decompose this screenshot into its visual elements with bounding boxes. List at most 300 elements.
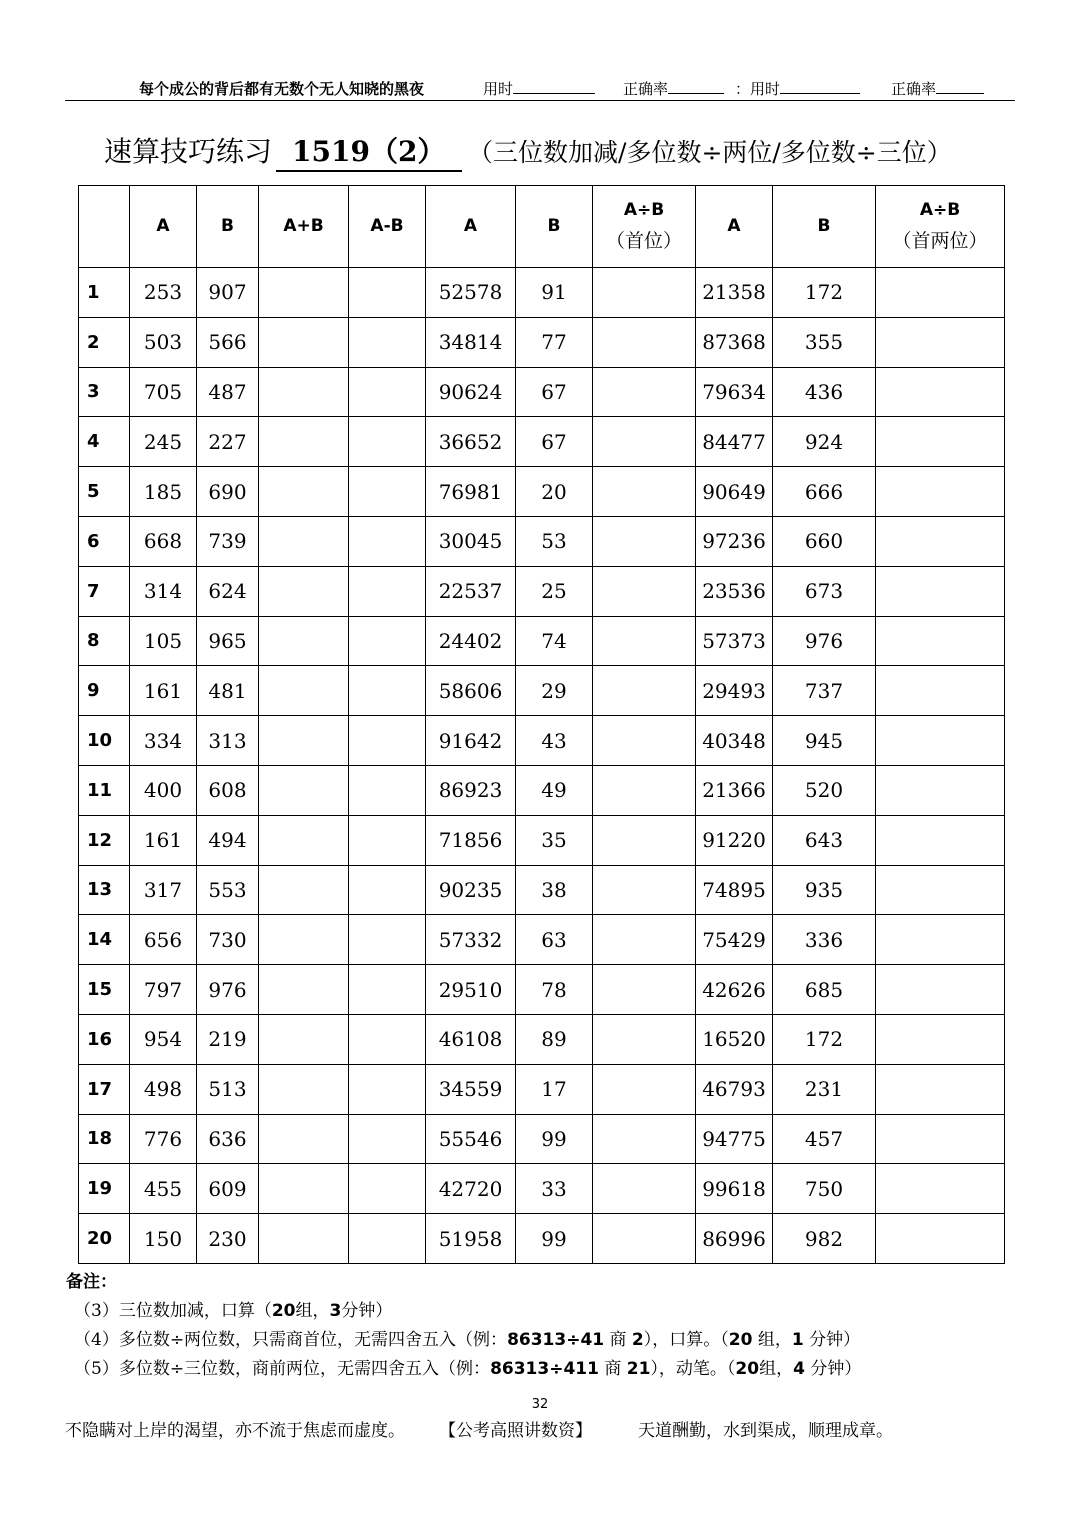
cell-b3: 685 bbox=[773, 965, 876, 1015]
header-cell-quotient-first bbox=[593, 186, 696, 268]
cell-b3: 673 bbox=[773, 566, 876, 616]
note-text: 分钟） bbox=[809, 1330, 861, 1350]
cell-sum-answer[interactable] bbox=[259, 268, 349, 318]
cell-quotient-answer[interactable] bbox=[593, 317, 696, 367]
cell-row-index: 19 bbox=[79, 1164, 130, 1214]
cell-row-index: 8 bbox=[79, 616, 130, 666]
note-text: 分钟） bbox=[810, 1359, 862, 1379]
cell-quotient-answer-2[interactable] bbox=[876, 1014, 1005, 1064]
cell-a3: 79634 bbox=[696, 367, 773, 417]
cell-a1: 656 bbox=[130, 915, 197, 965]
cell-quotient-answer[interactable] bbox=[593, 815, 696, 865]
cell-quotient-answer-2[interactable] bbox=[876, 516, 1005, 566]
table-row bbox=[79, 268, 1005, 318]
table-row bbox=[79, 765, 1005, 815]
cell-b2: 49 bbox=[516, 765, 593, 815]
cell-quotient-answer[interactable] bbox=[593, 268, 696, 318]
cell-row-index: 11 bbox=[79, 765, 130, 815]
cell-quotient-answer[interactable] bbox=[593, 367, 696, 417]
cell-row-index: 15 bbox=[79, 965, 130, 1015]
cell-quotient-answer[interactable] bbox=[593, 516, 696, 566]
cell-b3: 924 bbox=[773, 417, 876, 467]
cell-b2: 43 bbox=[516, 716, 593, 766]
cell-a2: 46108 bbox=[426, 1014, 516, 1064]
notes-title: 备注： bbox=[66, 1272, 117, 1292]
cell-diff-answer[interactable] bbox=[349, 467, 426, 517]
table-row bbox=[79, 417, 1005, 467]
cell-diff-answer[interactable] bbox=[349, 566, 426, 616]
cell-b1: 690 bbox=[197, 467, 259, 517]
cell-sum-answer[interactable] bbox=[259, 367, 349, 417]
cell-a2: 29510 bbox=[426, 965, 516, 1015]
cell-b1: 907 bbox=[197, 268, 259, 318]
accuracy-field-1 bbox=[623, 78, 724, 99]
cell-quotient-answer-2[interactable] bbox=[876, 1114, 1005, 1164]
cell-a3: 21358 bbox=[696, 268, 773, 318]
cell-quotient-answer[interactable] bbox=[593, 467, 696, 517]
cell-quotient-answer[interactable] bbox=[593, 965, 696, 1015]
table-body bbox=[79, 268, 1005, 1264]
cell-b2: 78 bbox=[516, 965, 593, 1015]
cell-a2: 42720 bbox=[426, 1164, 516, 1214]
accuracy-blank-2[interactable] bbox=[936, 81, 984, 94]
cell-a1: 705 bbox=[130, 367, 197, 417]
cell-diff-answer[interactable] bbox=[349, 417, 426, 467]
cell-b2: 33 bbox=[516, 1164, 593, 1214]
cell-quotient-answer-2[interactable] bbox=[876, 467, 1005, 517]
table-row bbox=[79, 815, 1005, 865]
cell-sum-answer[interactable] bbox=[259, 467, 349, 517]
cell-diff-answer[interactable] bbox=[349, 965, 426, 1015]
cell-a1: 776 bbox=[130, 1114, 197, 1164]
accuracy-blank-1[interactable] bbox=[668, 81, 724, 94]
note-text: 分钟） bbox=[341, 1301, 393, 1321]
cell-diff-answer[interactable] bbox=[349, 1064, 426, 1114]
cell-a2: 58606 bbox=[426, 666, 516, 716]
cell-b2: 25 bbox=[516, 566, 593, 616]
cell-b1: 566 bbox=[197, 317, 259, 367]
cell-sum-answer[interactable] bbox=[259, 865, 349, 915]
cell-quotient-answer-2[interactable] bbox=[876, 268, 1005, 318]
cell-b2: 38 bbox=[516, 865, 593, 915]
cell-a1: 185 bbox=[130, 467, 197, 517]
accuracy-label-2: 正确率 bbox=[891, 80, 937, 98]
cell-quotient-answer[interactable] bbox=[593, 1214, 696, 1264]
page-header bbox=[65, 72, 1015, 101]
cell-b3: 172 bbox=[773, 1014, 876, 1064]
note-line-3 bbox=[66, 1297, 861, 1326]
cell-b1: 313 bbox=[197, 716, 259, 766]
table-row bbox=[79, 915, 1005, 965]
note-bold: 20 bbox=[728, 1330, 753, 1350]
cell-a2: 90624 bbox=[426, 367, 516, 417]
cell-b2: 17 bbox=[516, 1064, 593, 1114]
cell-a1: 105 bbox=[130, 616, 197, 666]
table-row bbox=[79, 516, 1005, 566]
cell-quotient-answer-2[interactable] bbox=[876, 1164, 1005, 1214]
cell-a3: 84477 bbox=[696, 417, 773, 467]
cell-b2: 99 bbox=[516, 1114, 593, 1164]
cell-diff-answer[interactable] bbox=[349, 765, 426, 815]
cell-b1: 636 bbox=[197, 1114, 259, 1164]
cell-b1: 624 bbox=[197, 566, 259, 616]
cell-quotient-answer-2[interactable] bbox=[876, 1214, 1005, 1264]
cell-a1: 400 bbox=[130, 765, 197, 815]
cell-b1: 608 bbox=[197, 765, 259, 815]
cell-a2: 90235 bbox=[426, 865, 516, 915]
cell-b3: 750 bbox=[773, 1164, 876, 1214]
cell-b3: 436 bbox=[773, 367, 876, 417]
cell-b1: 553 bbox=[197, 865, 259, 915]
cell-a1: 314 bbox=[130, 566, 197, 616]
table-row bbox=[79, 467, 1005, 517]
title-number: 1519（2） bbox=[276, 130, 462, 172]
cell-a1: 150 bbox=[130, 1214, 197, 1264]
cell-a2: 57332 bbox=[426, 915, 516, 965]
cell-row-index: 12 bbox=[79, 815, 130, 865]
cell-a1: 253 bbox=[130, 268, 197, 318]
note-text: （3）三位数加减，口算（ bbox=[74, 1301, 272, 1321]
cell-b2: 67 bbox=[516, 417, 593, 467]
note-text: 组， bbox=[757, 1330, 792, 1350]
cell-sum-answer[interactable] bbox=[259, 716, 349, 766]
cell-a3: 86996 bbox=[696, 1214, 773, 1264]
cell-quotient-answer-2[interactable] bbox=[876, 965, 1005, 1015]
cell-quotient-answer[interactable] bbox=[593, 1064, 696, 1114]
cell-diff-answer[interactable] bbox=[349, 915, 426, 965]
cell-a2: 71856 bbox=[426, 815, 516, 865]
cell-quotient-answer-2[interactable] bbox=[876, 865, 1005, 915]
note-line-4 bbox=[66, 1326, 861, 1355]
time-label-2: 用时 bbox=[750, 80, 781, 98]
cell-b3: 935 bbox=[773, 865, 876, 915]
cell-quotient-answer[interactable] bbox=[593, 1164, 696, 1214]
cell-a3: 46793 bbox=[696, 1064, 773, 1114]
cell-a3: 97236 bbox=[696, 516, 773, 566]
table-row bbox=[79, 965, 1005, 1015]
cell-sum-answer[interactable] bbox=[259, 915, 349, 965]
cell-a2: 91642 bbox=[426, 716, 516, 766]
page-number: 32 bbox=[531, 1397, 549, 1412]
cell-diff-answer[interactable] bbox=[349, 815, 426, 865]
cell-sum-answer[interactable] bbox=[259, 1214, 349, 1264]
note-text: 商 bbox=[604, 1359, 622, 1379]
cell-row-index: 2 bbox=[79, 317, 130, 367]
header-cell-a1: A bbox=[130, 186, 197, 268]
cell-quotient-answer-2[interactable] bbox=[876, 765, 1005, 815]
cell-b2: 99 bbox=[516, 1214, 593, 1264]
cell-a3: 16520 bbox=[696, 1014, 773, 1064]
header-cell-quotient-first-two bbox=[876, 186, 1005, 268]
cell-sum-answer[interactable] bbox=[259, 317, 349, 367]
header-cell-index bbox=[79, 186, 130, 268]
cell-row-index: 4 bbox=[79, 417, 130, 467]
cell-b3: 660 bbox=[773, 516, 876, 566]
note-text: （4）多位数÷两位数，只需商首位，无需四舍五入（例： bbox=[74, 1330, 508, 1350]
cell-sum-answer[interactable] bbox=[259, 1064, 349, 1114]
cell-a2: 86923 bbox=[426, 765, 516, 815]
cell-a3: 74895 bbox=[696, 865, 773, 915]
cell-b2: 89 bbox=[516, 1014, 593, 1064]
note-bold: 20 bbox=[271, 1301, 296, 1321]
cell-a2: 76981 bbox=[426, 467, 516, 517]
cell-a3: 23536 bbox=[696, 566, 773, 616]
cell-b2: 53 bbox=[516, 516, 593, 566]
cell-diff-answer[interactable] bbox=[349, 1164, 426, 1214]
cell-sum-answer[interactable] bbox=[259, 417, 349, 467]
cell-row-index: 17 bbox=[79, 1064, 130, 1114]
table-row bbox=[79, 367, 1005, 417]
cell-a1: 317 bbox=[130, 865, 197, 915]
cell-a3: 29493 bbox=[696, 666, 773, 716]
header-cell-sum: A+B bbox=[259, 186, 349, 268]
cell-sum-answer[interactable] bbox=[259, 1164, 349, 1214]
cell-sum-answer[interactable] bbox=[259, 765, 349, 815]
header-motto: 每个成公的背后都有无数个无人知晓的黑夜 bbox=[139, 80, 425, 98]
cell-row-index: 9 bbox=[79, 666, 130, 716]
cell-b1: 219 bbox=[197, 1014, 259, 1064]
cell-b1: 494 bbox=[197, 815, 259, 865]
cell-row-index: 6 bbox=[79, 516, 130, 566]
cell-b2: 74 bbox=[516, 616, 593, 666]
cell-b3: 520 bbox=[773, 765, 876, 815]
header-cell-diff: A-B bbox=[349, 186, 426, 268]
cell-quotient-answer[interactable] bbox=[593, 915, 696, 965]
cell-row-index: 5 bbox=[79, 467, 130, 517]
cell-diff-answer[interactable] bbox=[349, 367, 426, 417]
note-bold: 20 bbox=[735, 1359, 760, 1379]
cell-diff-answer[interactable] bbox=[349, 716, 426, 766]
page-title bbox=[104, 130, 952, 172]
cell-row-index: 18 bbox=[79, 1114, 130, 1164]
cell-b3: 666 bbox=[773, 467, 876, 517]
note-line-5 bbox=[66, 1355, 861, 1384]
cell-b1: 965 bbox=[197, 616, 259, 666]
cell-quotient-answer[interactable] bbox=[593, 566, 696, 616]
cell-diff-answer[interactable] bbox=[349, 1014, 426, 1064]
note-bold: 3 bbox=[329, 1301, 342, 1321]
cell-quotient-answer[interactable] bbox=[593, 1114, 696, 1164]
header-cell-b1: B bbox=[197, 186, 259, 268]
cell-a2: 22537 bbox=[426, 566, 516, 616]
cell-quotient-answer-2[interactable] bbox=[876, 317, 1005, 367]
header-quotient-note: （首两位） bbox=[892, 229, 988, 252]
footer-right: 天道酬勤，水到渠成，顺理成章。 bbox=[638, 1421, 893, 1441]
cell-a2: 30045 bbox=[426, 516, 516, 566]
cell-b1: 227 bbox=[197, 417, 259, 467]
cell-quotient-answer[interactable] bbox=[593, 716, 696, 766]
note-text: ），口算。（ bbox=[643, 1330, 729, 1350]
table-row bbox=[79, 616, 1005, 666]
header-quotient-label: A÷B bbox=[919, 199, 961, 220]
time-label-1: 用时 bbox=[483, 80, 514, 98]
cell-diff-answer[interactable] bbox=[349, 865, 426, 915]
cell-quotient-answer[interactable] bbox=[593, 1014, 696, 1064]
cell-sum-answer[interactable] bbox=[259, 566, 349, 616]
footer-left: 不隐瞒对上岸的渴望，亦不流于焦虑而虚度。 bbox=[65, 1421, 405, 1441]
time-blank-2[interactable] bbox=[780, 81, 860, 94]
cell-diff-answer[interactable] bbox=[349, 616, 426, 666]
cell-a3: 21366 bbox=[696, 765, 773, 815]
cell-a3: 40348 bbox=[696, 716, 773, 766]
cell-a2: 55546 bbox=[426, 1114, 516, 1164]
accuracy-label-1: 正确率 bbox=[623, 80, 669, 98]
cell-quotient-answer-2[interactable] bbox=[876, 616, 1005, 666]
cell-a3: 99618 bbox=[696, 1164, 773, 1214]
cell-b1: 976 bbox=[197, 965, 259, 1015]
cell-b2: 67 bbox=[516, 367, 593, 417]
cell-sum-answer[interactable] bbox=[259, 965, 349, 1015]
cell-b3: 457 bbox=[773, 1114, 876, 1164]
cell-b1: 739 bbox=[197, 516, 259, 566]
cell-row-index: 14 bbox=[79, 915, 130, 965]
cell-diff-answer[interactable] bbox=[349, 317, 426, 367]
cell-a1: 455 bbox=[130, 1164, 197, 1214]
table-row bbox=[79, 1214, 1005, 1264]
cell-sum-answer[interactable] bbox=[259, 666, 349, 716]
note-bold: 4 bbox=[793, 1359, 805, 1379]
cell-a1: 161 bbox=[130, 666, 197, 716]
table-header-row bbox=[79, 186, 1005, 268]
cell-quotient-answer-2[interactable] bbox=[876, 1064, 1005, 1114]
cell-diff-answer[interactable] bbox=[349, 1214, 426, 1264]
cell-a1: 498 bbox=[130, 1064, 197, 1114]
header-cell-b3: B bbox=[773, 186, 876, 268]
cell-diff-answer[interactable] bbox=[349, 268, 426, 318]
cell-b2: 20 bbox=[516, 467, 593, 517]
cell-b2: 29 bbox=[516, 666, 593, 716]
header-quotient-note: （首位） bbox=[605, 229, 682, 252]
cell-row-index: 20 bbox=[79, 1214, 130, 1264]
note-text: 组， bbox=[295, 1301, 330, 1321]
note-bold: 1 bbox=[791, 1330, 804, 1350]
cell-a1: 334 bbox=[130, 716, 197, 766]
cell-quotient-answer-2[interactable] bbox=[876, 915, 1005, 965]
table-row bbox=[79, 1164, 1005, 1214]
cell-b1: 609 bbox=[197, 1164, 259, 1214]
cell-diff-answer[interactable] bbox=[349, 516, 426, 566]
cell-b2: 91 bbox=[516, 268, 593, 318]
cell-b1: 513 bbox=[197, 1064, 259, 1114]
header-separator: ： bbox=[735, 80, 751, 98]
cell-b3: 737 bbox=[773, 666, 876, 716]
table-row bbox=[79, 1014, 1005, 1064]
cell-a3: 91220 bbox=[696, 815, 773, 865]
cell-b3: 231 bbox=[773, 1064, 876, 1114]
cell-quotient-answer[interactable] bbox=[593, 765, 696, 815]
footer-center: 【公考高照讲数资】 bbox=[439, 1421, 592, 1441]
cell-quotient-answer-2[interactable] bbox=[876, 367, 1005, 417]
cell-quotient-answer[interactable] bbox=[593, 666, 696, 716]
cell-b3: 172 bbox=[773, 268, 876, 318]
cell-a2: 36652 bbox=[426, 417, 516, 467]
cell-b3: 982 bbox=[773, 1214, 876, 1264]
cell-b2: 63 bbox=[516, 915, 593, 965]
cell-b2: 35 bbox=[516, 815, 593, 865]
cell-b3: 976 bbox=[773, 616, 876, 666]
cell-b3: 945 bbox=[773, 716, 876, 766]
time-field-2 bbox=[735, 78, 860, 99]
header-cell-a3: A bbox=[696, 186, 773, 268]
cell-quotient-answer[interactable] bbox=[593, 865, 696, 915]
cell-b3: 643 bbox=[773, 815, 876, 865]
cell-diff-answer[interactable] bbox=[349, 666, 426, 716]
table-row bbox=[79, 865, 1005, 915]
cell-a2: 24402 bbox=[426, 616, 516, 666]
cell-b1: 730 bbox=[197, 915, 259, 965]
title-main: 速算技巧练习 bbox=[104, 135, 273, 168]
cell-b1: 487 bbox=[197, 367, 259, 417]
cell-quotient-answer-2[interactable] bbox=[876, 566, 1005, 616]
table-row bbox=[79, 317, 1005, 367]
cell-a2: 52578 bbox=[426, 268, 516, 318]
cell-b3: 336 bbox=[773, 915, 876, 965]
table-row bbox=[79, 716, 1005, 766]
cell-a1: 797 bbox=[130, 965, 197, 1015]
cell-quotient-answer-2[interactable] bbox=[876, 417, 1005, 467]
cell-a2: 34814 bbox=[426, 317, 516, 367]
cell-diff-answer[interactable] bbox=[349, 1114, 426, 1164]
cell-a2: 34559 bbox=[426, 1064, 516, 1114]
table-row bbox=[79, 1114, 1005, 1164]
note-text: 组， bbox=[759, 1359, 794, 1379]
cell-a1: 954 bbox=[130, 1014, 197, 1064]
cell-sum-answer[interactable] bbox=[259, 616, 349, 666]
practice-table bbox=[78, 185, 1005, 1264]
time-blank-1[interactable] bbox=[513, 81, 595, 94]
cell-quotient-answer-2[interactable] bbox=[876, 666, 1005, 716]
header-quotient-label: A÷B bbox=[623, 199, 665, 220]
cell-quotient-answer[interactable] bbox=[593, 616, 696, 666]
cell-sum-answer[interactable] bbox=[259, 815, 349, 865]
cell-sum-answer[interactable] bbox=[259, 1014, 349, 1064]
cell-row-index: 16 bbox=[79, 1014, 130, 1064]
cell-sum-answer[interactable] bbox=[259, 1114, 349, 1164]
cell-row-index: 13 bbox=[79, 865, 130, 915]
note-bold: 21 bbox=[626, 1359, 651, 1379]
table-row bbox=[79, 566, 1005, 616]
cell-a1: 161 bbox=[130, 815, 197, 865]
cell-a3: 42626 bbox=[696, 965, 773, 1015]
cell-row-index: 3 bbox=[79, 367, 130, 417]
cell-a3: 90649 bbox=[696, 467, 773, 517]
notes-section bbox=[66, 1268, 861, 1384]
cell-row-index: 7 bbox=[79, 566, 130, 616]
cell-row-index: 1 bbox=[79, 268, 130, 318]
header-cell-b2: B bbox=[516, 186, 593, 268]
note-text: ），动笔。（ bbox=[650, 1359, 736, 1379]
time-field-1 bbox=[483, 78, 595, 99]
header-cell-a2: A bbox=[426, 186, 516, 268]
cell-b2: 77 bbox=[516, 317, 593, 367]
cell-a1: 668 bbox=[130, 516, 197, 566]
table-row bbox=[79, 1064, 1005, 1114]
cell-b1: 230 bbox=[197, 1214, 259, 1264]
cell-a1: 503 bbox=[130, 317, 197, 367]
cell-quotient-answer-2[interactable] bbox=[876, 815, 1005, 865]
cell-row-index: 10 bbox=[79, 716, 130, 766]
cell-quotient-answer[interactable] bbox=[593, 417, 696, 467]
cell-sum-answer[interactable] bbox=[259, 516, 349, 566]
cell-a2: 51958 bbox=[426, 1214, 516, 1264]
title-subtitle: （三位数加减/多位数÷两位/多位数÷三位） bbox=[468, 138, 952, 167]
note-text: （5）多位数÷三位数，商前两位，无需四舍五入（例： bbox=[74, 1359, 491, 1379]
cell-a3: 57373 bbox=[696, 616, 773, 666]
cell-quotient-answer-2[interactable] bbox=[876, 716, 1005, 766]
note-bold: 2 bbox=[631, 1330, 644, 1350]
accuracy-field-2 bbox=[891, 78, 984, 99]
cell-b3: 355 bbox=[773, 317, 876, 367]
